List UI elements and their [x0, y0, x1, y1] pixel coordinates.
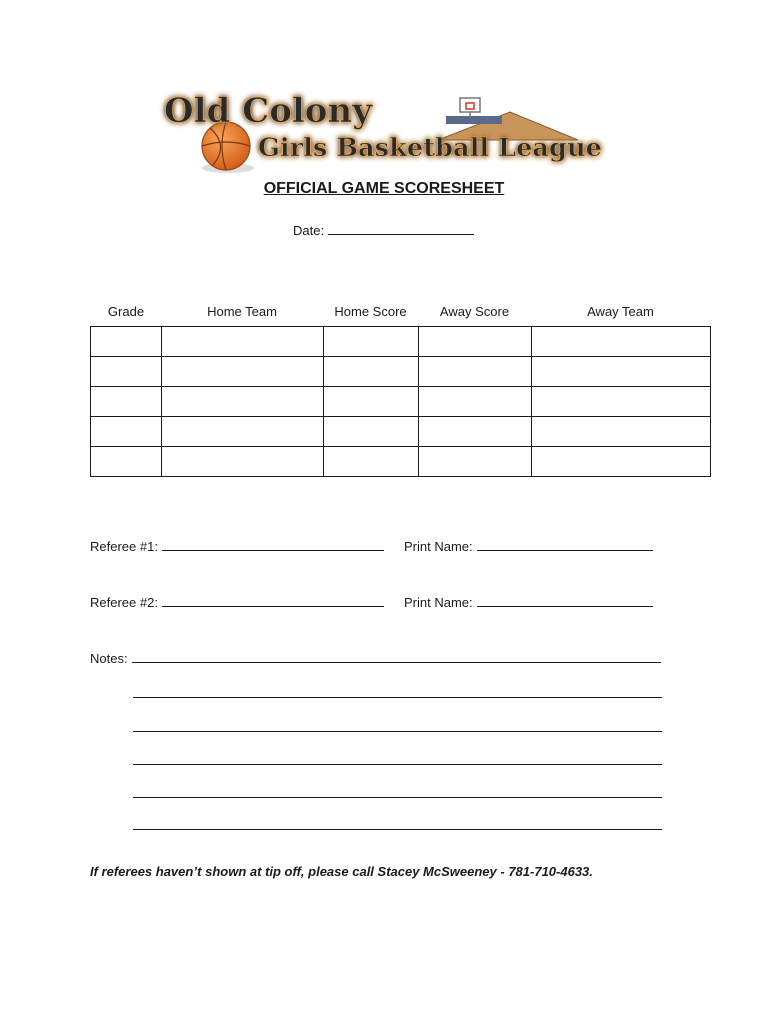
- logo-line-1: Old Colony: [164, 91, 372, 131]
- table-row: [91, 387, 711, 417]
- away-score-cell[interactable]: [419, 327, 532, 357]
- table-row: [91, 417, 711, 447]
- referee-2-print-line[interactable]: [477, 594, 653, 607]
- away-team-cell[interactable]: [532, 327, 711, 357]
- home-team-cell[interactable]: [162, 447, 324, 477]
- notes-line[interactable]: [132, 650, 661, 663]
- referee-1-print-label: Print Name:: [404, 539, 473, 554]
- page-title: OFFICIAL GAME SCORESHEET: [263, 180, 505, 197]
- league-logo-graphic: [158, 88, 610, 180]
- header-away-score: Away Score: [439, 304, 510, 319]
- away-team-cell[interactable]: [532, 387, 711, 417]
- grade-cell[interactable]: [91, 417, 162, 447]
- score-table: [90, 326, 711, 477]
- footer-contact-note: If referees haven’t shown at tip off, please call Stacey McSweeney - 781-710-4633.: [90, 864, 593, 879]
- referee-1-label: Referee #1:: [90, 539, 158, 554]
- home-score-cell[interactable]: [324, 447, 419, 477]
- grade-cell[interactable]: [91, 357, 162, 387]
- grade-cell[interactable]: [91, 447, 162, 477]
- logo-line-2: Girls Basketball League: [258, 133, 602, 162]
- header-grade: Grade: [107, 304, 145, 319]
- away-score-cell[interactable]: [419, 357, 532, 387]
- home-score-cell[interactable]: [324, 387, 419, 417]
- header-away-team: Away Team: [587, 304, 654, 319]
- away-score-cell[interactable]: [419, 417, 532, 447]
- league-logo: [158, 88, 610, 180]
- referee-1-field[interactable]: [90, 538, 384, 554]
- away-score-cell[interactable]: [419, 447, 532, 477]
- notes-line[interactable]: [133, 697, 662, 698]
- notes-line[interactable]: [133, 829, 662, 830]
- home-team-cell[interactable]: [162, 357, 324, 387]
- referee-1-print-field[interactable]: [404, 538, 653, 554]
- away-team-cell[interactable]: [532, 417, 711, 447]
- notes-label: Notes:: [90, 651, 128, 666]
- away-score-cell[interactable]: [419, 387, 532, 417]
- table-row: [91, 447, 711, 477]
- home-team-cell[interactable]: [162, 327, 324, 357]
- grade-cell[interactable]: [91, 387, 162, 417]
- referee-1-signature-line[interactable]: [162, 538, 384, 551]
- home-team-cell[interactable]: [162, 417, 324, 447]
- home-team-cell[interactable]: [162, 387, 324, 417]
- away-team-cell[interactable]: [532, 447, 711, 477]
- referee-2-label: Referee #2:: [90, 595, 158, 610]
- referee-2-signature-line[interactable]: [162, 594, 384, 607]
- home-score-cell[interactable]: [324, 327, 419, 357]
- notes-line[interactable]: [133, 797, 662, 798]
- away-team-cell[interactable]: [532, 357, 711, 387]
- header-home-score: Home Score: [334, 304, 407, 319]
- grade-cell[interactable]: [91, 327, 162, 357]
- referee-2-field[interactable]: [90, 594, 384, 610]
- home-score-cell[interactable]: [324, 417, 419, 447]
- date-field[interactable]: [293, 222, 474, 238]
- date-label: Date:: [293, 223, 325, 238]
- referee-2-print-field[interactable]: [404, 594, 653, 610]
- notes-line[interactable]: [133, 764, 662, 765]
- notes-field[interactable]: [90, 650, 661, 666]
- notes-line[interactable]: [133, 731, 662, 732]
- referee-1-print-line[interactable]: [477, 538, 653, 551]
- home-score-cell[interactable]: [324, 357, 419, 387]
- table-row: [91, 357, 711, 387]
- date-blank-line[interactable]: [328, 222, 474, 235]
- table-row: [91, 327, 711, 357]
- referee-2-print-label: Print Name:: [404, 595, 473, 610]
- header-home-team: Home Team: [207, 304, 277, 319]
